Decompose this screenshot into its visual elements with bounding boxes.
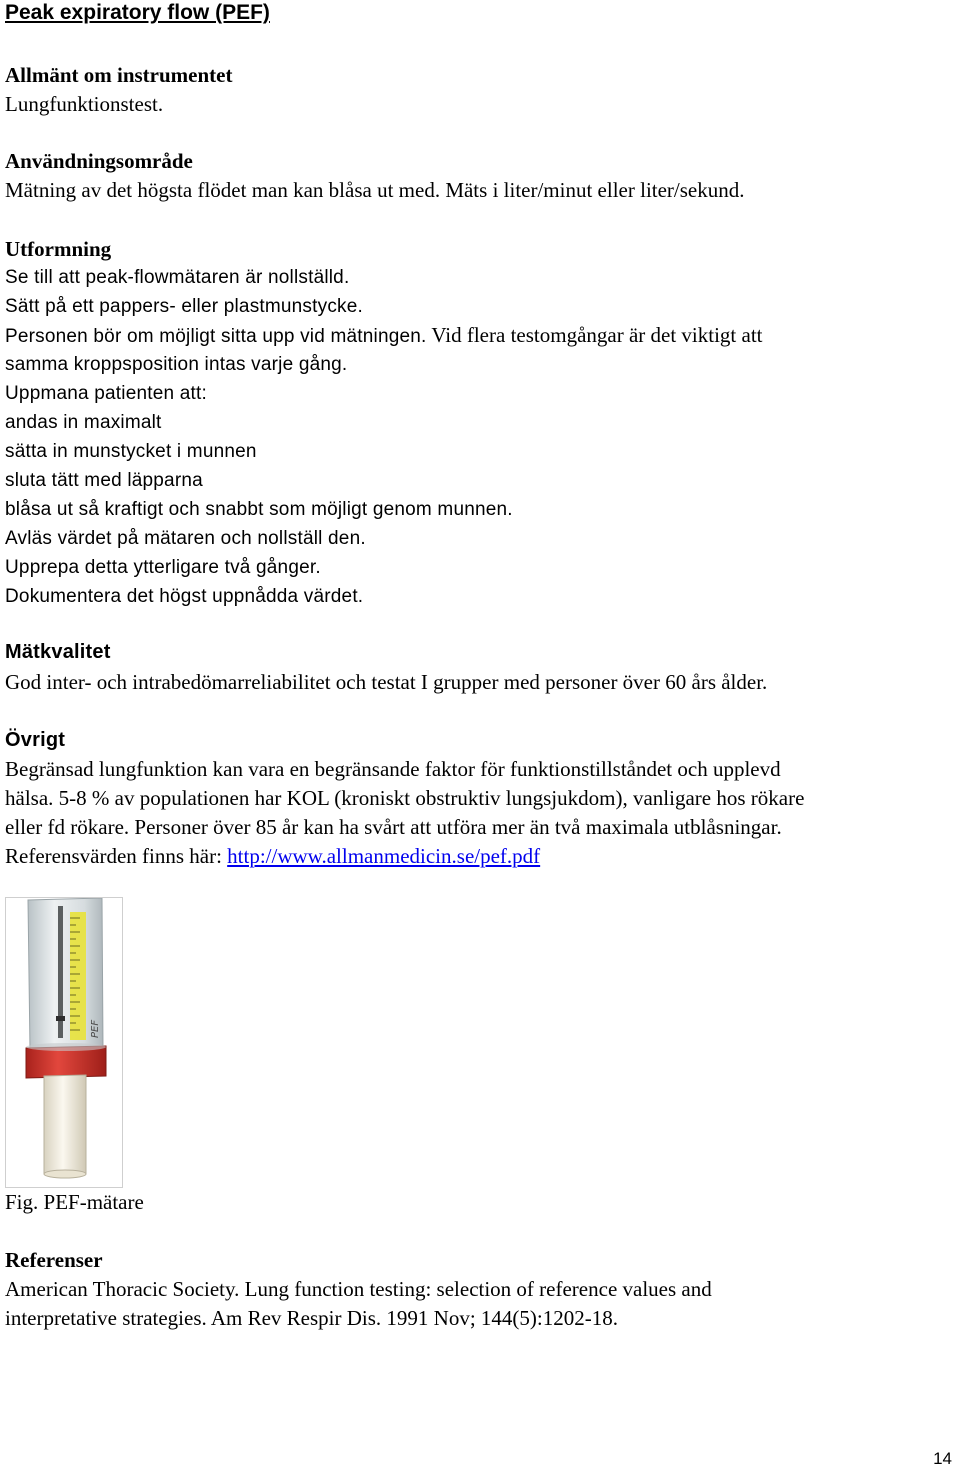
section-heading-utformning: Utformning <box>5 237 112 261</box>
utformning-list-item: andas in maximalt <box>5 412 162 433</box>
page-number: 14 <box>933 1449 952 1468</box>
section-text-anvandning: Mätning av det högsta flödet man kan blåsa ut med. Mäts i liter/minut eller liter/sekund. <box>5 178 745 202</box>
figure-caption: Fig. PEF-mätare <box>5 1190 144 1214</box>
section-heading-ovrigt: Övrigt <box>5 729 66 751</box>
utformning-line: Upprepa detta ytterligare två gånger. <box>5 557 321 578</box>
section-text-matkvalitet: God inter- och intrabedömarreliabilitet och testat I grupper med personer över 60 års ålder. <box>5 670 768 694</box>
pef-meter-image <box>5 897 123 1188</box>
ovrigt-line: Referensvärden finns här: <box>5 844 228 868</box>
utformning-line: Se till att peak-flowmätaren är nollställd. <box>5 267 350 288</box>
utformning-line: Sätt på ett pappers- eller plastmunstycke. <box>5 296 363 317</box>
reference-line: American Thoracic Society. Lung function testing: selection of reference values and <box>5 1277 712 1301</box>
section-heading-anvandning: Användningsområde <box>5 149 193 173</box>
utformning-line: Uppmana patienten att: <box>5 383 207 404</box>
ovrigt-line: hälsa. 5-8 % av populationen har KOL (kroniskt obstruktiv lungsjukdom), vanligare hos rökare <box>5 786 805 810</box>
pef-meter-illustration <box>6 898 122 1187</box>
reference-values-link[interactable]: http://www.allmanmedicin.se/pef.pdf <box>227 844 541 868</box>
utformning-line: Personen bör om möjligt sitta upp vid mätningen. <box>5 326 427 347</box>
utformning-list-item: sluta tätt med läpparna <box>5 470 203 491</box>
section-text-allmant: Lungfunktionstest. <box>5 92 164 116</box>
section-heading-allmant: Allmänt om instrumentet <box>5 63 233 87</box>
utformning-line: Avläs värdet på mätaren och nollställ den. <box>5 528 366 549</box>
reference-line: interpretative strategies. Am Rev Respir Dis. 1991 Nov; 144(5):1202-18. <box>5 1306 618 1330</box>
utformning-line: samma kroppsposition intas varje gång. <box>5 354 348 375</box>
utformning-list-item: blåsa ut så kraftigt och snabbt som möjligt genom munnen. <box>5 499 513 520</box>
utformning-line: Vid flera testomgångar är det viktigt att <box>426 323 763 347</box>
ovrigt-line: Begränsad lungfunktion kan vara en begränsande faktor för funktionstillståndet och upplevd <box>5 757 781 781</box>
section-heading-referenser: Referenser <box>5 1248 103 1272</box>
device-label: PEF <box>90 1019 101 1038</box>
ovrigt-line: eller fd rökare. Personer över 85 år kan ha svårt att utföra mer än två maximala utblåsningar. <box>5 815 782 839</box>
utformning-line-mixed <box>5 321 763 351</box>
section-heading-matkvalitet: Mätkvalitet <box>5 641 111 663</box>
document-title: Peak expiratory flow (PEF) <box>5 1 270 24</box>
ovrigt-line-with-link <box>5 842 540 871</box>
utformning-line: Dokumentera det högst uppnådda värdet. <box>5 586 364 607</box>
utformning-list-item: sätta in munstycket i munnen <box>5 441 257 462</box>
